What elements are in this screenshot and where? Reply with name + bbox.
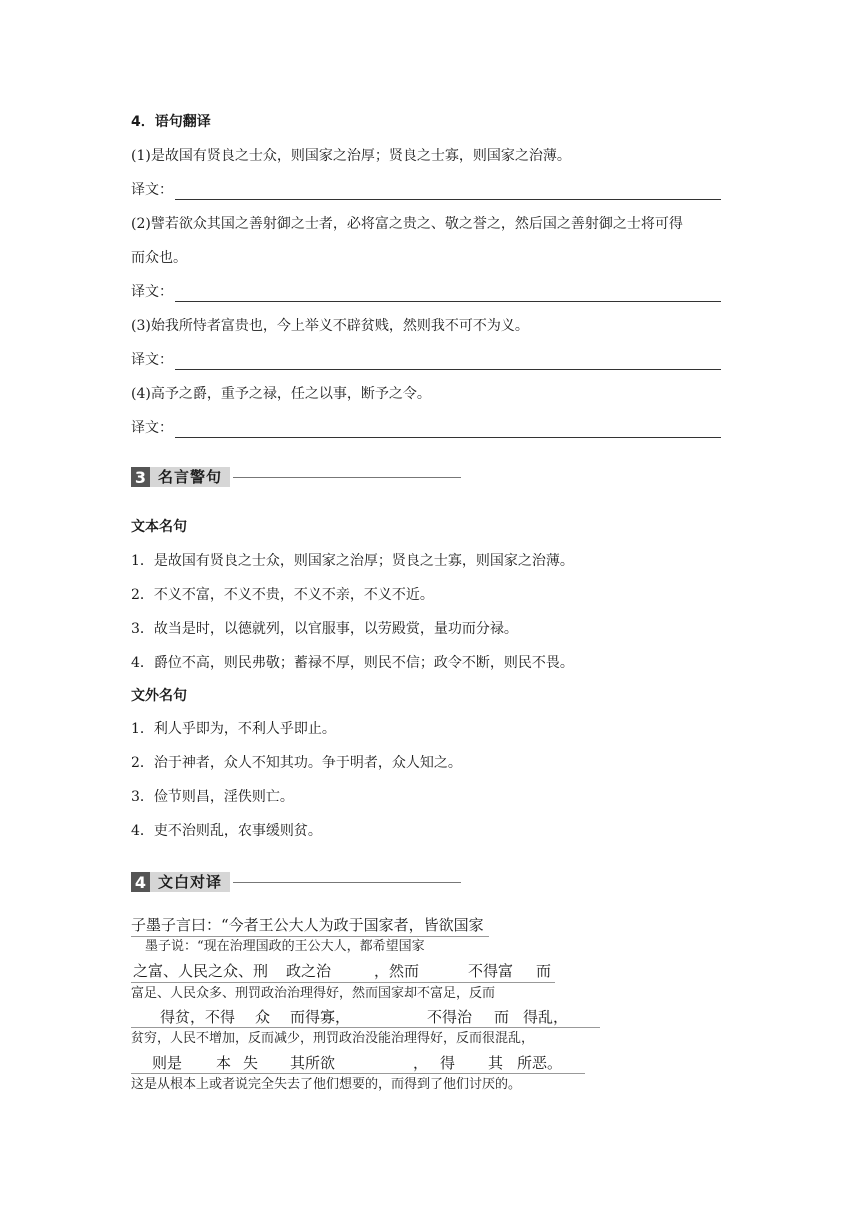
- original-segment: 则是: [152, 1054, 183, 1072]
- translation-item-3: (3)始我所恃者富贵也，今上举义不辟贫贱，然则我不可不为义。: [131, 318, 529, 334]
- original-text-line: [0, 961, 860, 981]
- answer-label: 译文：: [131, 420, 173, 436]
- section-number-badge: 4: [131, 872, 150, 892]
- answer-blank[interactable]: [175, 422, 721, 438]
- section-divider: [233, 882, 461, 883]
- translation-item-1: (1)是故国有贤良之士众，则国家之治厚；贤良之士寡，则国家之治薄。: [131, 148, 571, 164]
- section-title: 文白对译: [150, 872, 230, 892]
- original-segment: 得贫，不得: [160, 1008, 236, 1026]
- answer-row-1: [131, 180, 721, 200]
- gloss-text-line: 贫穷，人民不增加，反而减少，刑罚政治没能治理得好，反而很混乱，: [131, 1031, 535, 1046]
- text-underline: [131, 982, 555, 983]
- original-text-line: [0, 1053, 860, 1073]
- answer-blank[interactable]: [175, 184, 721, 200]
- external-quotes-heading: 文外名句: [131, 688, 187, 704]
- translation-item-2-cont: 而众也。: [131, 250, 187, 266]
- original-segment: 不得富: [468, 962, 514, 980]
- translation-heading: 4．语句翻译: [131, 114, 211, 130]
- original-segment: 而: [494, 1008, 510, 1026]
- original-segment: 得乱，: [523, 1008, 569, 1026]
- original-segment: 其: [488, 1054, 504, 1072]
- quote-item: 1．是故国有贤良之士众，则国家之治厚；贤良之士寡，则国家之治薄。: [131, 553, 574, 569]
- original-segment: 而: [536, 962, 552, 980]
- gloss-text-line: 墨子说：“现在治理国政的王公大人，都希望国家: [145, 939, 425, 954]
- text-underline: [131, 936, 489, 937]
- section-3-header: [131, 467, 461, 487]
- text-underline: [131, 1027, 600, 1028]
- text-underline: [131, 1073, 585, 1074]
- answer-row-4: [131, 418, 721, 438]
- gloss-text-line: 这是从根本上或者说完全失去了他们想要的，而得到了他们讨厌的。: [131, 1077, 522, 1092]
- section-number-badge: 3: [131, 467, 150, 487]
- original-text-line: [0, 1007, 860, 1027]
- gloss-text-line: 富足、人民众多、刑罚政治治理得好，然而国家却不富足，反而: [131, 986, 496, 1001]
- internal-quotes-heading: 文本名句: [131, 519, 187, 535]
- quote-item: 4．爵位不高，则民弗敬；蓄禄不厚，则民不信；政令不断，则民不畏。: [131, 655, 574, 671]
- quote-item: 4．吏不治则乱，农事缓则贫。: [131, 823, 322, 839]
- original-segment: 本: [216, 1054, 232, 1072]
- answer-blank[interactable]: [175, 354, 721, 370]
- original-segment: 失: [243, 1054, 259, 1072]
- original-segment: 其所欲: [290, 1054, 336, 1072]
- answer-label: 译文：: [131, 182, 173, 198]
- translation-item-2: (2)譬若欲众其国之善射御之士者，必将富之贵之、敬之誉之，然后国之善射御之士将可得: [131, 216, 683, 232]
- original-segment: 众: [255, 1008, 271, 1026]
- original-text-line: 子墨子言曰：“今者王公大人为政于国家者，皆欲国家: [131, 916, 484, 934]
- translation-item-4: (4)高予之爵，重予之禄，任之以事，断予之令。: [131, 386, 431, 402]
- original-segment: 所恶。: [517, 1054, 563, 1072]
- quote-item: 1．利人乎即为，不利人乎即止。: [131, 721, 336, 737]
- original-segment: ，然而: [374, 962, 420, 980]
- section-4-header: [131, 872, 461, 892]
- original-segment: 而得寡，: [290, 1008, 351, 1026]
- quote-item: 2．治于神者，众人不知其功。争于明者，众人知之。: [131, 755, 462, 771]
- answer-blank[interactable]: [175, 286, 721, 302]
- original-segment: 得: [440, 1054, 456, 1072]
- original-segment: 之富、人民之众、刑: [133, 962, 269, 980]
- original-segment: 不得治: [427, 1008, 473, 1026]
- quote-item: 3．俭节则昌，淫佚则亡。: [131, 789, 294, 805]
- quote-item: 3．故当是时，以德就列，以官服事，以劳殿赏，量功而分禄。: [131, 621, 518, 637]
- section-title: 名言警句: [150, 467, 230, 487]
- answer-row-2: [131, 282, 721, 302]
- quote-item: 2．不义不富，不义不贵，不义不亲，不义不近。: [131, 587, 434, 603]
- answer-label: 译文：: [131, 284, 173, 300]
- answer-row-3: [131, 350, 721, 370]
- answer-label: 译文：: [131, 352, 173, 368]
- original-segment: 政之治: [286, 962, 332, 980]
- section-divider: [233, 477, 461, 478]
- original-segment: ，: [413, 1054, 429, 1072]
